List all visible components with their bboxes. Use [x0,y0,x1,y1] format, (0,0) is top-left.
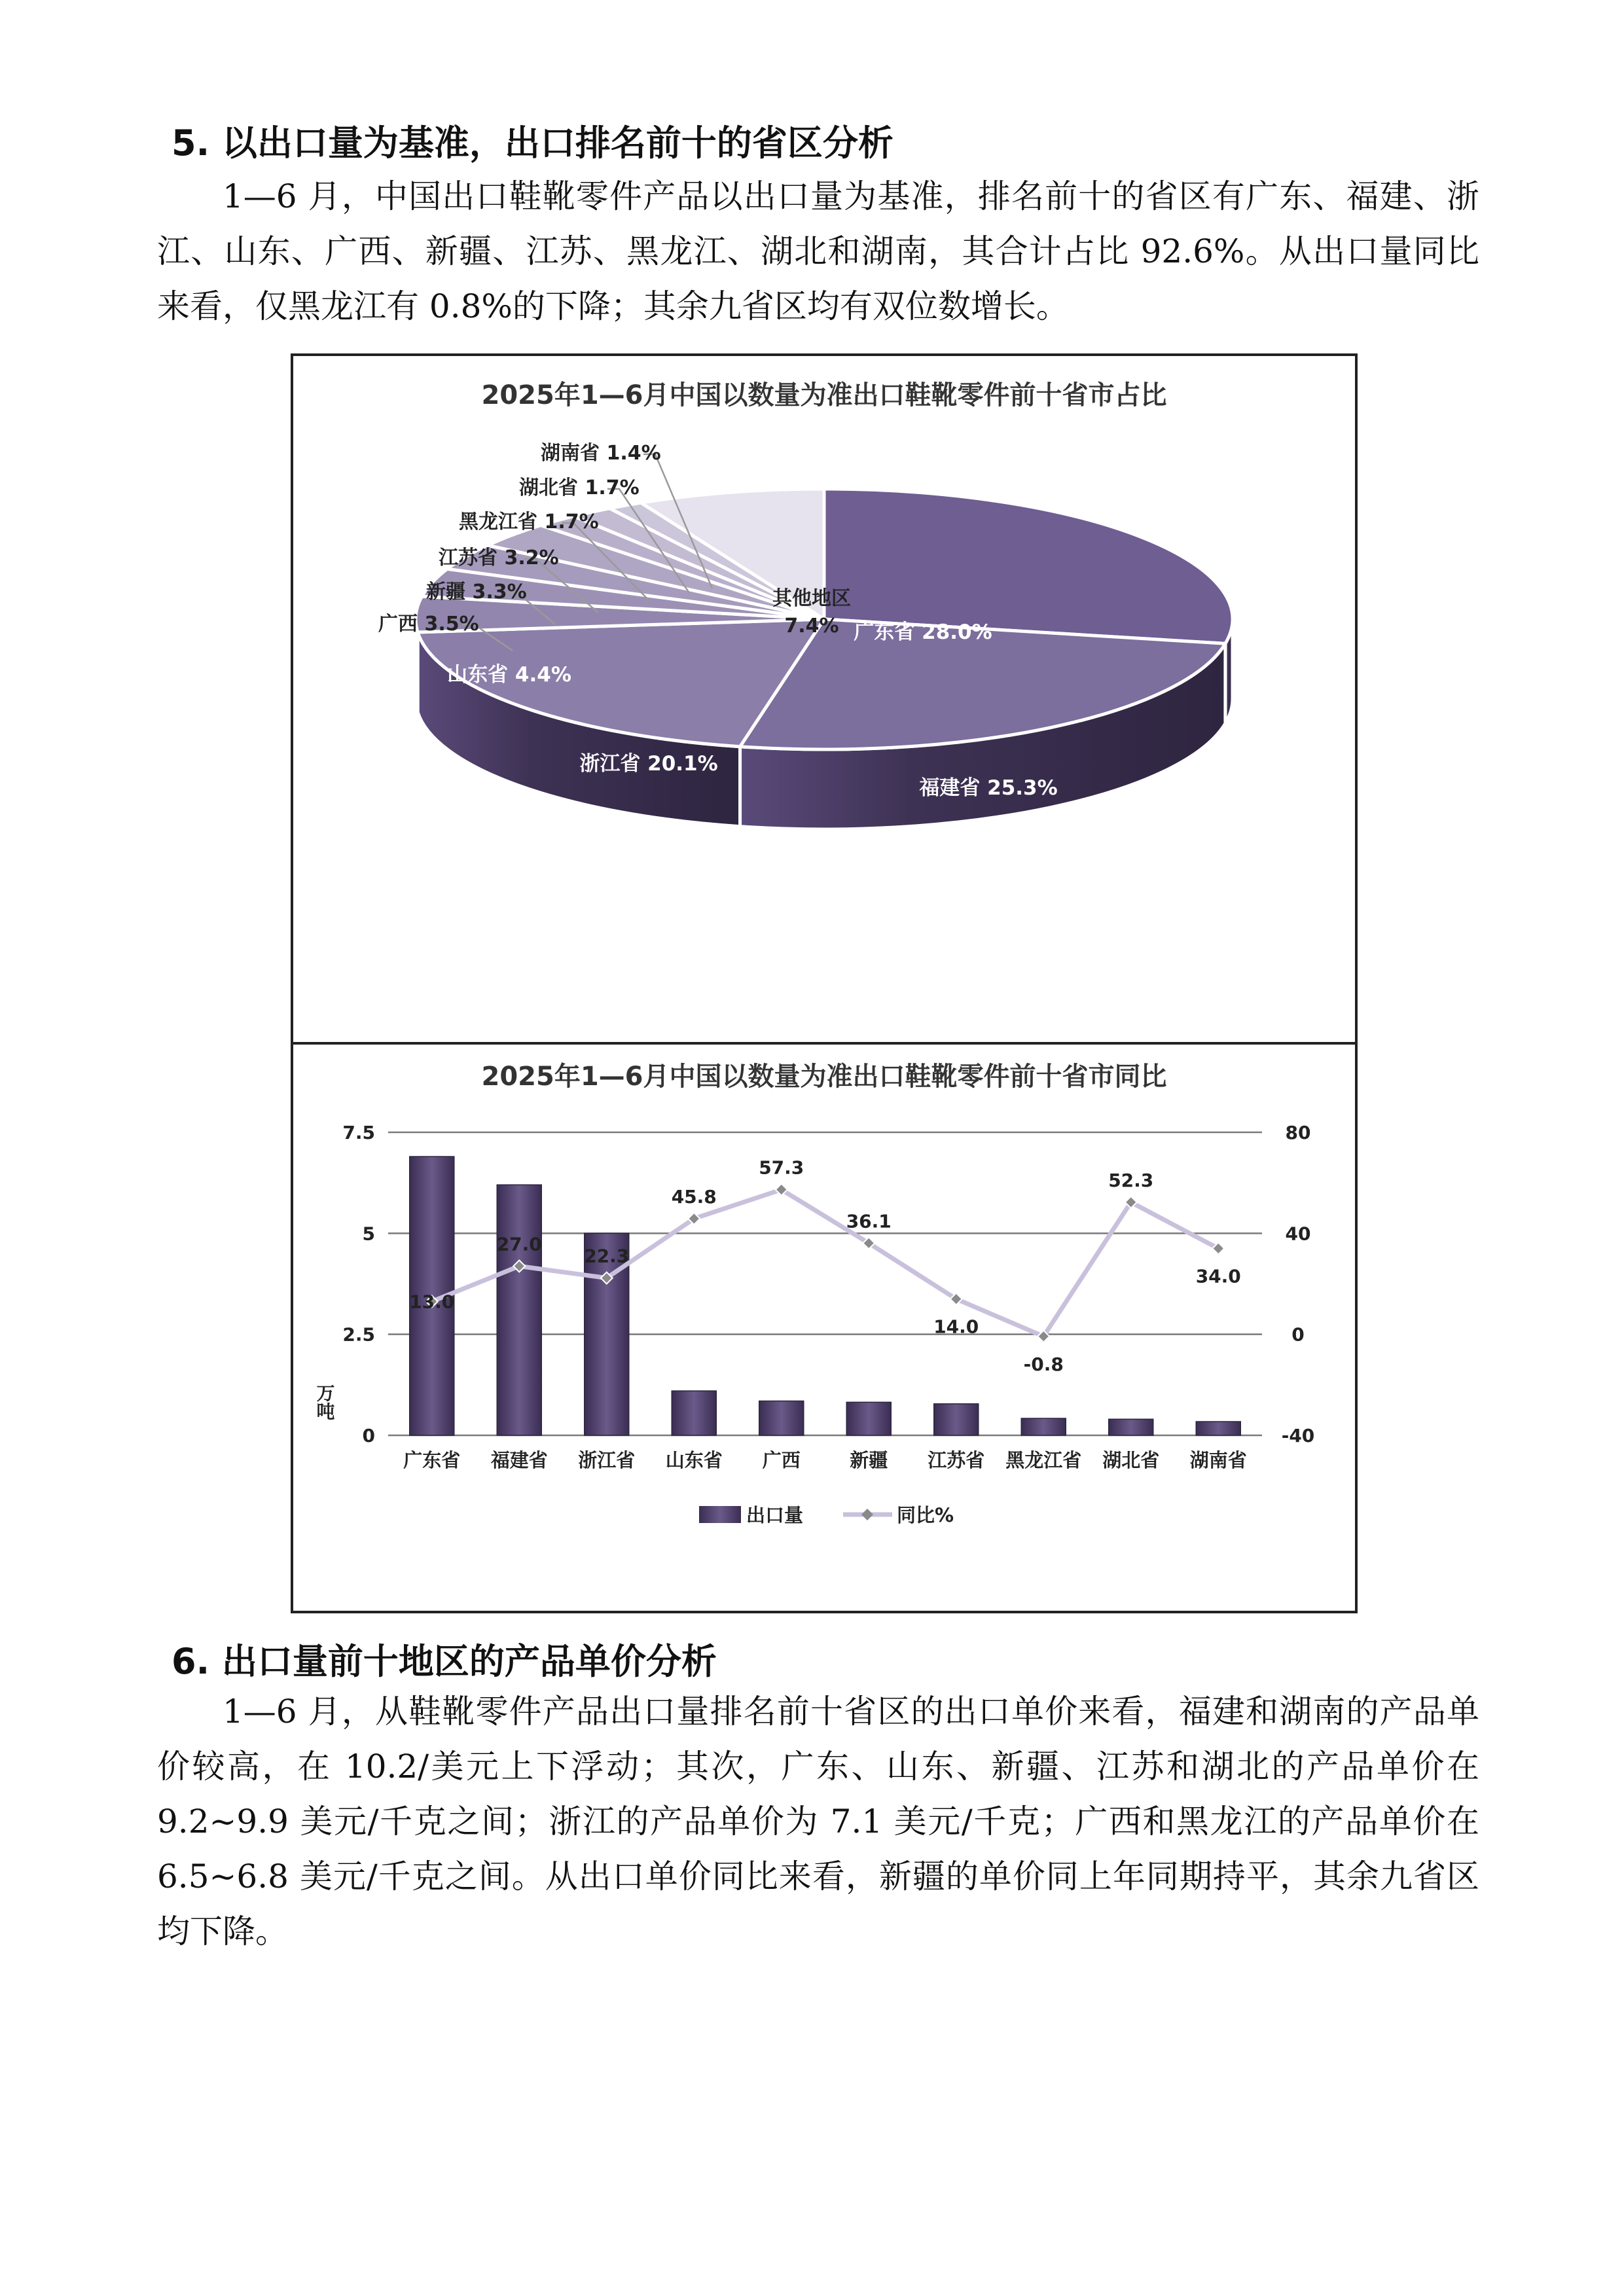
y2-tick-label: 0 [1291,1323,1305,1346]
yoy-label: 22.3 [584,1245,630,1267]
bar-广西 [759,1401,804,1435]
category-label: 福建省 [490,1449,548,1471]
y-axis-label: 万吨 [314,1384,336,1420]
yoy-line [432,1190,1219,1336]
category-labels [403,1449,1247,1471]
bar-福建省 [497,1185,541,1435]
legend-line-label: 同比% [897,1504,954,1526]
y2-tick-label: -40 [1281,1425,1315,1446]
category-label: 江苏省 [928,1449,985,1471]
pie-label-山东省: 山东省 4.4% [447,663,571,687]
bar-series [410,1157,1241,1435]
combo-title: 2025年1—6月中国以数量为准出口鞋靴零件前十省市同比 [481,1062,1167,1092]
yoy-label: 57.3 [759,1157,804,1179]
yoy-label: 45.8 [671,1185,717,1208]
pie-label-other-value: 7.4% [784,615,839,637]
yoy-label: 13.0 [409,1291,455,1313]
pie-title: 2025年1—6月中国以数量为准出口鞋靴零件前十省市占比 [481,380,1167,410]
category-label: 新疆 [850,1449,888,1471]
bar-黑龙江省 [1021,1418,1066,1435]
y-tick-label: 0 [362,1425,375,1446]
y2-tick-label: 80 [1285,1122,1311,1143]
pie-label-广东省: 广东省 28.0% [854,620,992,644]
y-tick-label: 7.5 [342,1122,375,1143]
figure-box [291,353,1358,1613]
y-tick-label: 5 [362,1223,375,1245]
section6-paragraph: 1—6 月，从鞋靴零件产品出口量排名前十省区的出口单价来看，福建和湖南的产品单价较高，在 10.2/美元上下浮动；其次，广东、山东、新疆、江苏和湖北的产品单价在 9.2~9.9 美元/千克之间；浙江的产品单价为 7.1 美元/千克；广西和黑龙江的产品单价在 6.5~6.8 美元/千克之间。从出口单价同比来看，新疆的单价同上年同期持平，其余九省区均下降。 [157,1693,1479,1950]
legend-line-marker [861,1509,873,1520]
section6-heading: 6. 出口量前十地区的产品单价分析 [171,1641,717,1682]
pie-chart [293,356,1355,1039]
combo-chart [293,1045,1355,1613]
pie-label-湖南省: 湖南省 1.4% [541,442,661,465]
category-label: 湖南省 [1189,1449,1247,1471]
section5-paragraph: 1—6 月，中国出口鞋靴零件产品以出口量为基准，排名前十的省区有广东、福建、浙江、山东、广西、新疆、江苏、黑龙江、湖北和湖南，其合计占比 92.6%。从出口量同比来看，仅黑龙江有 0.8%的下降；其余九省区均有双位数增长。 [157,177,1479,325]
category-label: 山东省 [665,1449,723,1471]
category-label: 广东省 [403,1449,461,1471]
pie-label-广西: 广西 3.5% [378,613,479,636]
pie-label-黑龙江省: 黑龙江省 1.7% [459,511,599,533]
bar-江苏省 [934,1404,979,1435]
legend-bar-label: 出口量 [746,1504,804,1526]
category-label: 浙江省 [578,1449,636,1471]
section5-heading: 5. 以出口量为基准，出口排名前十的省区分析 [171,122,893,164]
bar-湖南省 [1196,1422,1240,1435]
category-label: 黑龙江省 [1005,1449,1082,1471]
pie-label-浙江省: 浙江省 20.1% [579,752,718,776]
pie-label-other-name: 其他地区 [772,587,851,610]
category-label: 湖北省 [1102,1449,1160,1471]
y-axis-ticks [342,1122,375,1446]
legend [699,1504,954,1526]
bar-山东省 [672,1391,716,1435]
y2-tick-label: 40 [1285,1223,1311,1245]
pie-label-江苏省: 江苏省 3.2% [439,547,559,569]
category-label: 广西 [762,1449,801,1471]
yoy-label: 52.3 [1108,1169,1154,1191]
pie-label-福建省: 福建省 25.3% [919,776,1058,800]
y-tick-label: 2.5 [342,1323,375,1346]
yoy-label: 34.0 [1195,1265,1241,1287]
pie-label-新疆: 新疆 3.3% [426,581,527,603]
bar-湖北省 [1109,1419,1153,1435]
bar-新疆 [846,1402,891,1435]
legend-bar-swatch [699,1506,741,1523]
y2-axis-ticks [1282,1122,1315,1446]
pie-label-湖北省: 湖北省 1.7% [519,476,640,499]
yoy-label: 27.0 [496,1233,542,1255]
yoy-label: -0.8 [1023,1353,1064,1375]
yoy-label: 14.0 [933,1316,979,1338]
yoy-label: 36.1 [846,1210,892,1232]
